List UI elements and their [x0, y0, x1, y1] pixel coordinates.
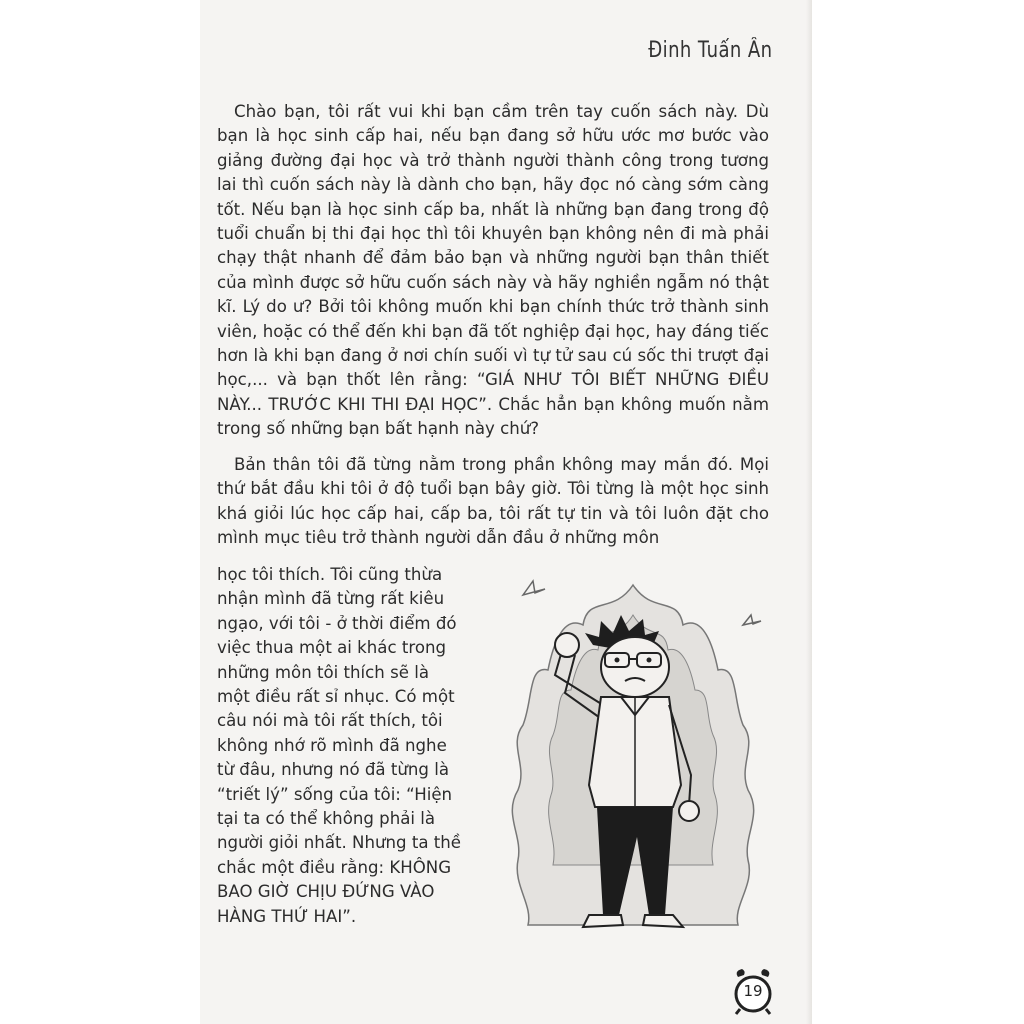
wrapped-line: “triết lý” sống của tôi: “Hiện	[217, 784, 453, 804]
wrapped-line: không nhớ rõ mình đã nghe	[217, 735, 447, 755]
wrapped-line: học tôi thích. Tôi cũng thừa	[217, 565, 443, 584]
body-text	[217, 100, 769, 561]
wrapped-line: tại ta có thể không phải là	[217, 809, 436, 829]
angry-student-illustration	[493, 575, 773, 945]
wrapped-line: nhận mình đã từng rất kiêu	[217, 589, 445, 609]
wrapped-line: một điều rất sỉ nhục. Có một	[217, 687, 455, 707]
paragraph-2: Bản thân tôi đã từng nằm trong phần không may mắn đó. Mọi thứ bắt đầu khi tôi ở độ tuổi bạn bây giờ. Tôi từng là một học sinh khá giỏi lúc học cấp hai, cấp ba, tôi rất tự tin và tôi luôn đặt cho mình mục tiêu trở thành người dẫn đầu ở những môn	[217, 454, 769, 547]
book-page	[200, 0, 812, 1024]
wrapped-line: chắc một điều rằng: KHÔNG	[217, 857, 452, 877]
wrapped-line: HÀNG THỨ HAI”.	[217, 906, 357, 926]
wrapped-line: người giỏi nhất. Nhưng ta thề	[217, 833, 461, 853]
wrapped-line: những môn tôi thích sẽ là	[217, 662, 429, 682]
page-number-badge	[730, 965, 776, 1015]
paragraph-1: Chào bạn, tôi rất vui khi bạn cầm trên tay cuốn sách này. Dù bạn là học sinh cấp hai, nếu bạn đang sở hữu ước mơ bước vào giảng đường đại học và trở thành người thành công trong tương lai thì cuốn sách này là dành cho bạn, hãy đọc nó càng sớm càng tốt. Nếu bạn là học sinh cấp ba, nhất là những bạn đang trong độ tuổi chuẩn bị thi đại học thì tôi khuyên bạn không nên đi mà phải chạy thật nhanh để đảm bảo bạn và những người bạn thân thiết của mình được sở hữu cuốn sách này và hãy nghiền ngẫm nó thật kĩ. Lý do ư? Bởi tôi không muốn khi bạn chính thức trở thành sinh viên, hoặc có thể đến khi bạn đã tốt nghiệp đại học, hay đáng tiếc hơn là khi bạn đang ở nơi chín suối vì tự tử sau cú sốc thi trượt đại học,... và bạn thốt lên rằng: “GIÁ NHƯ TÔI BIẾT NHỮNG ĐIỀU NÀY... TRƯỚC KHI THI ĐẠI HỌC”. Chắc hẳn bạn không muốn nằm trong số những bạn bất hạnh này chứ?	[217, 102, 769, 439]
running-header-author: Đinh Tuấn Ân	[647, 38, 772, 63]
wrapped-line: câu nói mà tôi rất thích, tôi	[217, 711, 443, 731]
page-edge	[806, 0, 812, 1024]
wrapped-line: từ đâu, nhưng nó đã từng là	[217, 760, 449, 780]
wrapped-line: BAO GIỜ CHỊU ĐỨNG VÀO	[217, 882, 435, 902]
wrapped-line: ngạo, với tôi - ở thời điểm đó	[217, 613, 457, 633]
wrapped-text	[217, 563, 503, 929]
page-number: 19	[743, 982, 763, 1000]
wrapped-line: việc thua một ai khác trong	[217, 638, 447, 658]
